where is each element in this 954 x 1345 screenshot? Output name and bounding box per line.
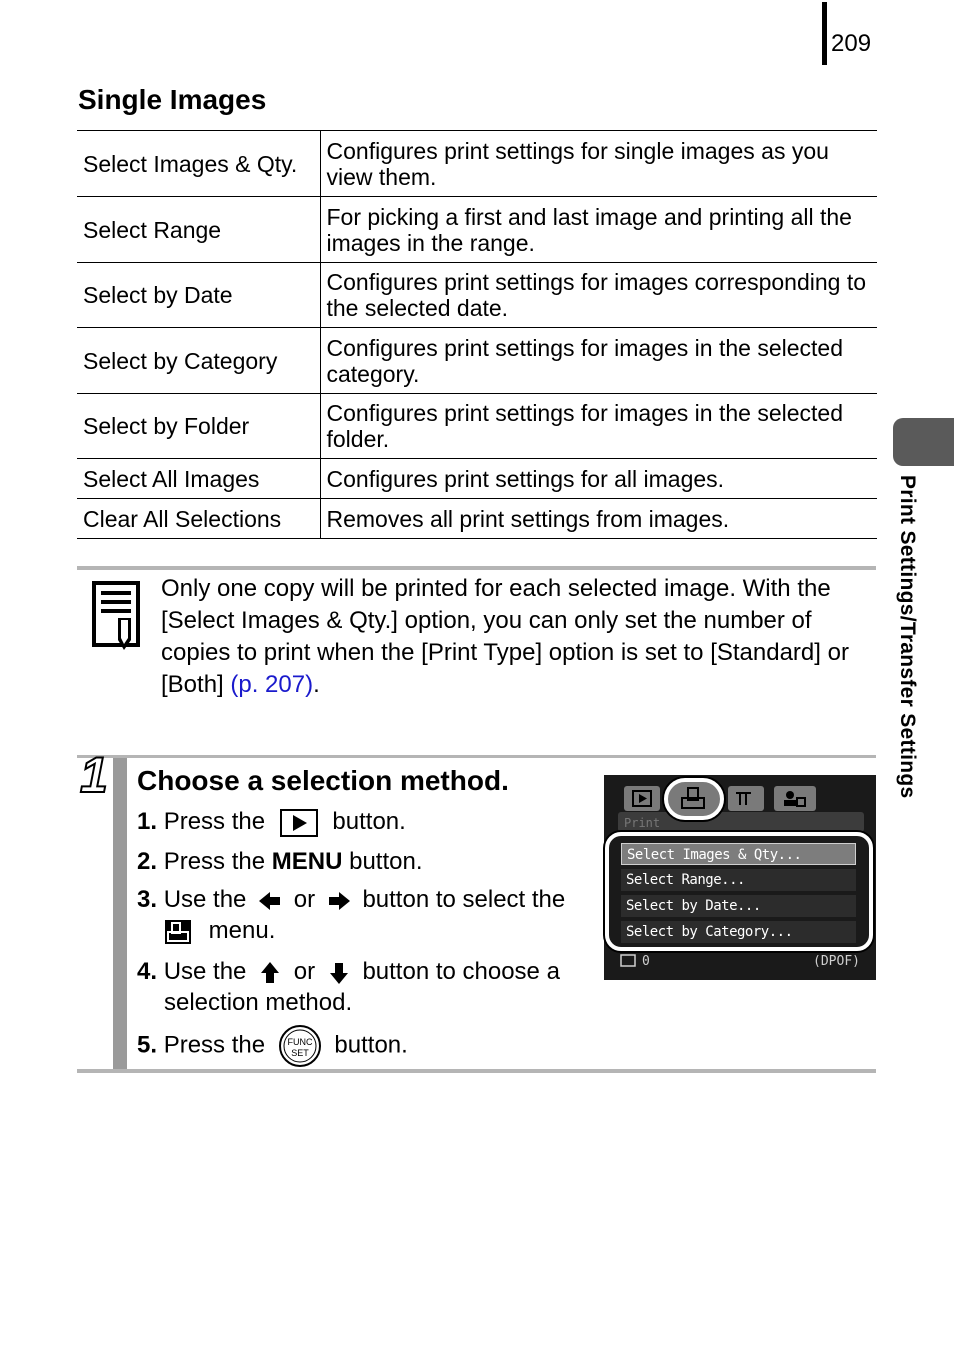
option-description: Configures print settings for single images as you view them.: [320, 131, 877, 197]
option-name: Select Range: [77, 197, 320, 263]
option-name: Select by Folder: [77, 394, 320, 459]
instruction-text: Press the: [163, 1031, 266, 1059]
instruction-text: button.: [349, 848, 423, 875]
left-arrow-icon: [259, 891, 281, 911]
print-count: 0: [642, 954, 650, 969]
camera-tab-play: [624, 786, 660, 811]
step-number: 1: [80, 747, 108, 803]
instruction-text: Use the: [163, 886, 247, 913]
camera-menu-item-select-range: Select Range...: [621, 869, 856, 891]
step-title: Choose a selection method.: [137, 765, 509, 796]
instruction-5: [137, 1024, 408, 1068]
option-name: Select by Category: [77, 328, 320, 394]
instruction-text: Press the: [163, 808, 266, 835]
print-tab-icon: [668, 782, 720, 816]
table-row: [77, 131, 877, 197]
camera-menu-highlight-frame: [605, 832, 873, 951]
note-body: Only one copy will be printed for each selected image. With the [Select Images & Qty.] option, you can only set the number of copies to print when the [Print Type] option is set to [Standard] or [Both]: [161, 575, 849, 698]
func-set-button-icon: [278, 1024, 322, 1068]
down-arrow-icon: [328, 962, 350, 984]
option-description: For picking a first and last image and printing all the images in the range.: [320, 197, 877, 263]
option-name: Clear All Selections: [77, 499, 320, 539]
instruction-text: button.: [334, 1031, 408, 1059]
camera-menu-header: Print: [618, 812, 864, 832]
table-row: [77, 197, 877, 263]
instruction-text: selection method.: [164, 989, 353, 1016]
section-title: Single Images: [78, 84, 267, 115]
right-arrow-icon: [328, 891, 350, 911]
camera-tab-print-highlight: [664, 778, 724, 820]
memo-note-icon: [91, 580, 145, 650]
option-description: Configures print settings for images in the selected folder.: [320, 394, 877, 459]
chapter-tab: [893, 418, 954, 466]
option-description: Configures print settings for images corresponding to the selected date.: [320, 263, 877, 328]
step-side-bar: [113, 758, 127, 1069]
page-number: 209: [831, 30, 872, 57]
instruction-text: Press the: [163, 848, 266, 875]
menu-button-label: MENU: [271, 848, 343, 875]
instruction-number: 3.: [137, 886, 158, 913]
note-text: [161, 573, 876, 701]
instruction-text: or: [293, 886, 316, 913]
up-arrow-icon: [259, 962, 281, 984]
step-bottom-divider: [77, 1069, 876, 1073]
dpof-label: (DPOF): [813, 954, 860, 969]
camera-menu-item-select-images: Select Images & Qty...: [621, 843, 856, 865]
options-table: [77, 130, 877, 539]
instruction-4: [137, 956, 560, 1018]
instruction-text: Use the: [163, 958, 247, 985]
instruction-text: button to choose a: [362, 958, 560, 985]
instruction-text: button to select the: [362, 886, 566, 913]
camera-tab-mymenu: [774, 786, 816, 811]
my-menu-tab-icon: [774, 786, 816, 811]
step-top-divider: [77, 755, 876, 758]
page-reference-link[interactable]: (p. 207): [230, 671, 314, 698]
camera-tab-setup: [728, 786, 764, 811]
instruction-1: [137, 806, 406, 837]
print-menu-icon: [164, 919, 192, 945]
camera-menu-item-select-date: Select by Date...: [621, 895, 856, 917]
camera-footer: [604, 951, 876, 973]
instruction-number: 4.: [137, 958, 158, 985]
option-description: Configures print settings for all images.: [320, 459, 877, 499]
option-name: Select All Images: [77, 459, 320, 499]
instruction-2: [137, 846, 423, 877]
table-row: [77, 328, 877, 394]
instruction-number: 1.: [137, 808, 158, 835]
chapter-label: Print Settings/Transfer Settings: [896, 475, 919, 799]
instruction-text: or: [293, 958, 316, 985]
playback-button-icon: [280, 809, 318, 837]
table-row: [77, 459, 877, 499]
instruction-3: [137, 884, 565, 946]
setup-tab-icon: [728, 786, 764, 811]
instruction-number: 2.: [137, 848, 158, 875]
camera-menu-item-select-category: Select by Category...: [621, 921, 856, 943]
instruction-text: menu.: [208, 917, 276, 944]
instruction-number: 5.: [137, 1031, 158, 1059]
print-count-icon: [620, 954, 640, 968]
func-label: FUNC: [287, 1037, 313, 1047]
note-divider: [77, 566, 876, 570]
table-row: [77, 499, 877, 539]
set-label: SET: [290, 1048, 309, 1058]
option-description: Removes all print settings from images.: [320, 499, 877, 539]
option-name: Select Images & Qty.: [77, 131, 320, 197]
option-name: Select by Date: [77, 263, 320, 328]
table-row: [77, 394, 877, 459]
table-row: [77, 263, 877, 328]
page-edge-bar: [822, 2, 827, 65]
note-end: .: [313, 671, 320, 698]
instruction-text: button.: [332, 808, 406, 835]
option-description: Configures print settings for images in the selected category.: [320, 328, 877, 394]
play-tab-icon: [624, 786, 660, 811]
